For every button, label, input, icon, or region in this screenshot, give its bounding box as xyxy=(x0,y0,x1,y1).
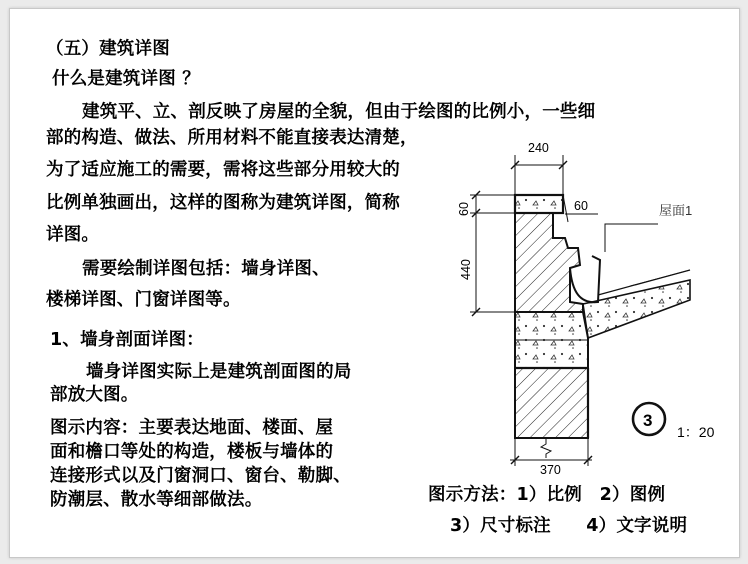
methods-line-1: 图示方法：1）比例 2）图例 xyxy=(428,485,666,505)
wall-desc-line-2: 部放大图。 xyxy=(50,385,139,405)
content-line-1: 图示内容：主要表达地面、楼面、屋 xyxy=(50,418,334,438)
roof-label: 屋面1 xyxy=(659,203,693,218)
detail-number: 3 xyxy=(643,411,653,430)
dim-60-left: 60 xyxy=(457,202,471,216)
includes-line-2: 楼梯详图、门窗详图等。 xyxy=(46,290,241,310)
includes-line-1: 需要绘制详图包括：墙身详图、 xyxy=(82,259,330,279)
wall-section-heading: 1、墙身剖面详图： xyxy=(50,330,204,350)
dim-240: 240 xyxy=(528,141,549,155)
intro-line-4: 比例单独画出，这样的图称为建筑详图，简称 xyxy=(46,193,400,213)
intro-line-2: 部的构造、做法、所用材料不能直接表达清楚， xyxy=(46,128,418,148)
parapet-cap xyxy=(515,195,563,213)
lower-wall-hatch xyxy=(515,368,588,438)
intro-line-1: 建筑平、立、剖反映了房屋的全貌，但由于绘图的比例小，一些细 xyxy=(82,102,596,122)
wall-desc-line-1: 墙身详图实际上是建筑剖面图的局 xyxy=(86,362,352,382)
methods-line-2: 3）尺寸标注 4）文字说明 xyxy=(450,516,688,536)
question-heading: 什么是建筑详图 ？ xyxy=(52,69,200,89)
content-line-2: 面和檐口等处的构造，楼板与墙体的 xyxy=(50,442,334,462)
content-line-4: 防潮层、散水等细部做法。 xyxy=(50,490,263,510)
intro-line-5: 详图。 xyxy=(46,225,100,245)
scale-label: 1：20 xyxy=(677,424,715,440)
upper-wall-hatch xyxy=(515,213,583,312)
dim-440: 440 xyxy=(459,259,473,280)
dim-60-right: 60 xyxy=(574,199,588,213)
intro-line-3: 为了适应施工的需要，需将这些部分用较大的 xyxy=(46,160,400,180)
content-line-3: 连接形式以及门窗洞口、窗台、勒脚、 xyxy=(50,466,351,486)
section-title: （五）建筑详图 xyxy=(46,39,170,59)
dim-370: 370 xyxy=(540,463,561,477)
